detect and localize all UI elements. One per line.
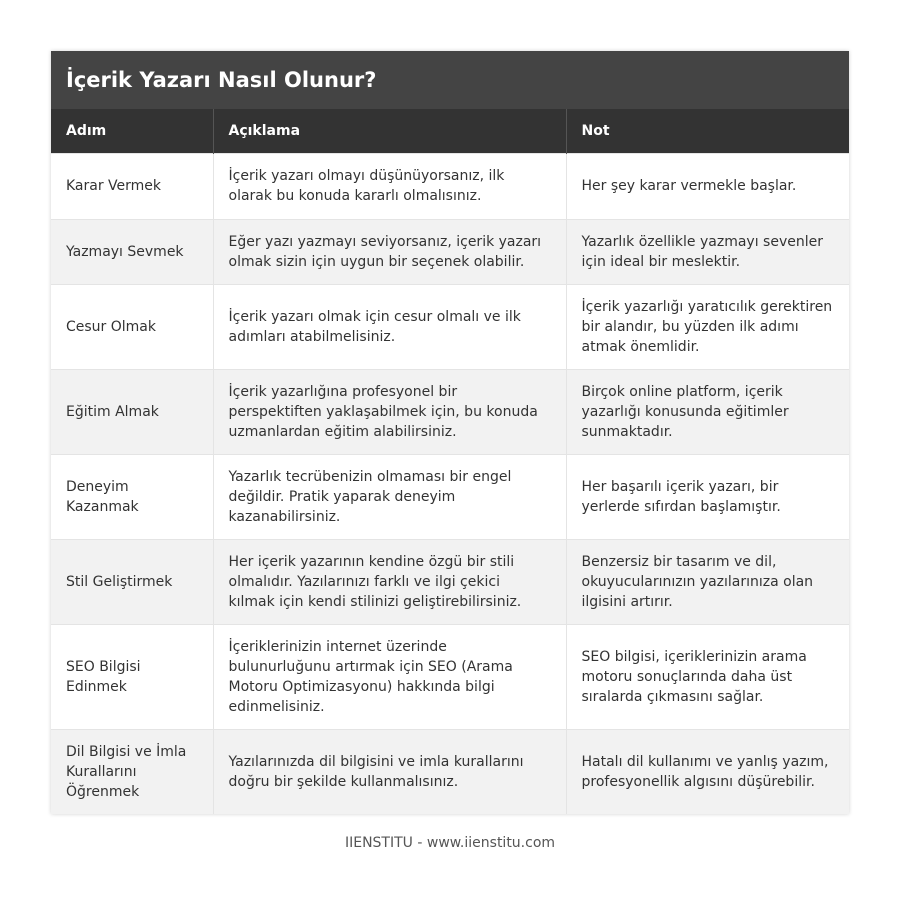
step-cell: Cesur Olmak bbox=[51, 284, 213, 369]
footer-credit: IIENSTITU - www.iienstitu.com bbox=[344, 835, 556, 851]
table-row bbox=[51, 284, 849, 369]
step-cell: Stil Geliştirmek bbox=[51, 539, 213, 624]
note-cell: Hatalı dil kullanımı ve yanlış yazım, profesyonellik algısını düşürebilir. bbox=[566, 729, 849, 814]
table-row bbox=[51, 729, 849, 814]
description-cell: İçeriklerinizin internet üzerinde bulunurluğunu artırmak için SEO (Arama Motoru Optimizasyonu) hakkında bilgi edinmelisiniz. bbox=[213, 624, 566, 729]
note-cell: Benzersiz bir tasarım ve dil, okuyucularınızın yazılarınıza olan ilgisini artırır. bbox=[566, 539, 849, 624]
table-row bbox=[51, 153, 849, 219]
table-title: İçerik Yazarı Nasıl Olunur? bbox=[51, 51, 849, 109]
header-row bbox=[51, 109, 849, 153]
table-row bbox=[51, 454, 849, 539]
step-cell: Yazmayı Sevmek bbox=[51, 219, 213, 284]
note-cell: İçerik yazarlığı yaratıcılık gerektiren bir alandır, bu yüzden ilk adımı atmak önemlidir. bbox=[566, 284, 849, 369]
note-cell: Her şey karar vermekle başlar. bbox=[566, 153, 849, 219]
note-cell: Birçok online platform, içerik yazarlığı konusunda eğitimler sunmaktadır. bbox=[566, 369, 849, 454]
step-cell: Eğitim Almak bbox=[51, 369, 213, 454]
description-cell: İçerik yazarlığına profesyonel bir perspektiften yaklaşabilmek için, bu konuda uzmanlardan eğitim alabilirsiniz. bbox=[213, 369, 566, 454]
table-row bbox=[51, 219, 849, 284]
description-cell: İçerik yazarı olmayı düşünüyorsanız, ilk olarak bu konuda kararlı olmalısınız. bbox=[213, 153, 566, 219]
step-cell: Karar Vermek bbox=[51, 153, 213, 219]
step-cell: Deneyim Kazanmak bbox=[51, 454, 213, 539]
step-cell: SEO Bilgisi Edinmek bbox=[51, 624, 213, 729]
column-header-note: Not bbox=[566, 109, 849, 153]
description-cell: İçerik yazarı olmak için cesur olmalı ve ilk adımları atabilmelisiniz. bbox=[213, 284, 566, 369]
table-row bbox=[51, 624, 849, 729]
steps-table bbox=[51, 109, 849, 814]
note-cell: SEO bilgisi, içeriklerinizin arama motoru sonuçlarında daha üst sıralarda çıkmasını sağlar. bbox=[566, 624, 849, 729]
table-card bbox=[51, 51, 849, 814]
table-row bbox=[51, 369, 849, 454]
description-cell: Eğer yazı yazmayı seviyorsanız, içerik yazarı olmak sizin için uygun bir seçenek olabilir. bbox=[213, 219, 566, 284]
note-cell: Her başarılı içerik yazarı, bir yerlerde sıfırdan başlamıştır. bbox=[566, 454, 849, 539]
table-row bbox=[51, 539, 849, 624]
note-cell: Yazarlık özellikle yazmayı sevenler için ideal bir meslektir. bbox=[566, 219, 849, 284]
column-header-step: Adım bbox=[51, 109, 213, 153]
description-cell: Yazarlık tecrübenizin olmaması bir engel değildir. Pratik yaparak deneyim kazanabilirsiniz. bbox=[213, 454, 566, 539]
description-cell: Her içerik yazarının kendine özgü bir stili olmalıdır. Yazılarınızı farklı ve ilgi çekici kılmak için kendi stilinizi geliştirebilirsiniz. bbox=[213, 539, 566, 624]
column-header-description: Açıklama bbox=[213, 109, 566, 153]
description-cell: Yazılarınızda dil bilgisini ve imla kurallarını doğru bir şekilde kullanmalısınız. bbox=[213, 729, 566, 814]
step-cell: Dil Bilgisi ve İmla Kurallarını Öğrenmek bbox=[51, 729, 213, 814]
